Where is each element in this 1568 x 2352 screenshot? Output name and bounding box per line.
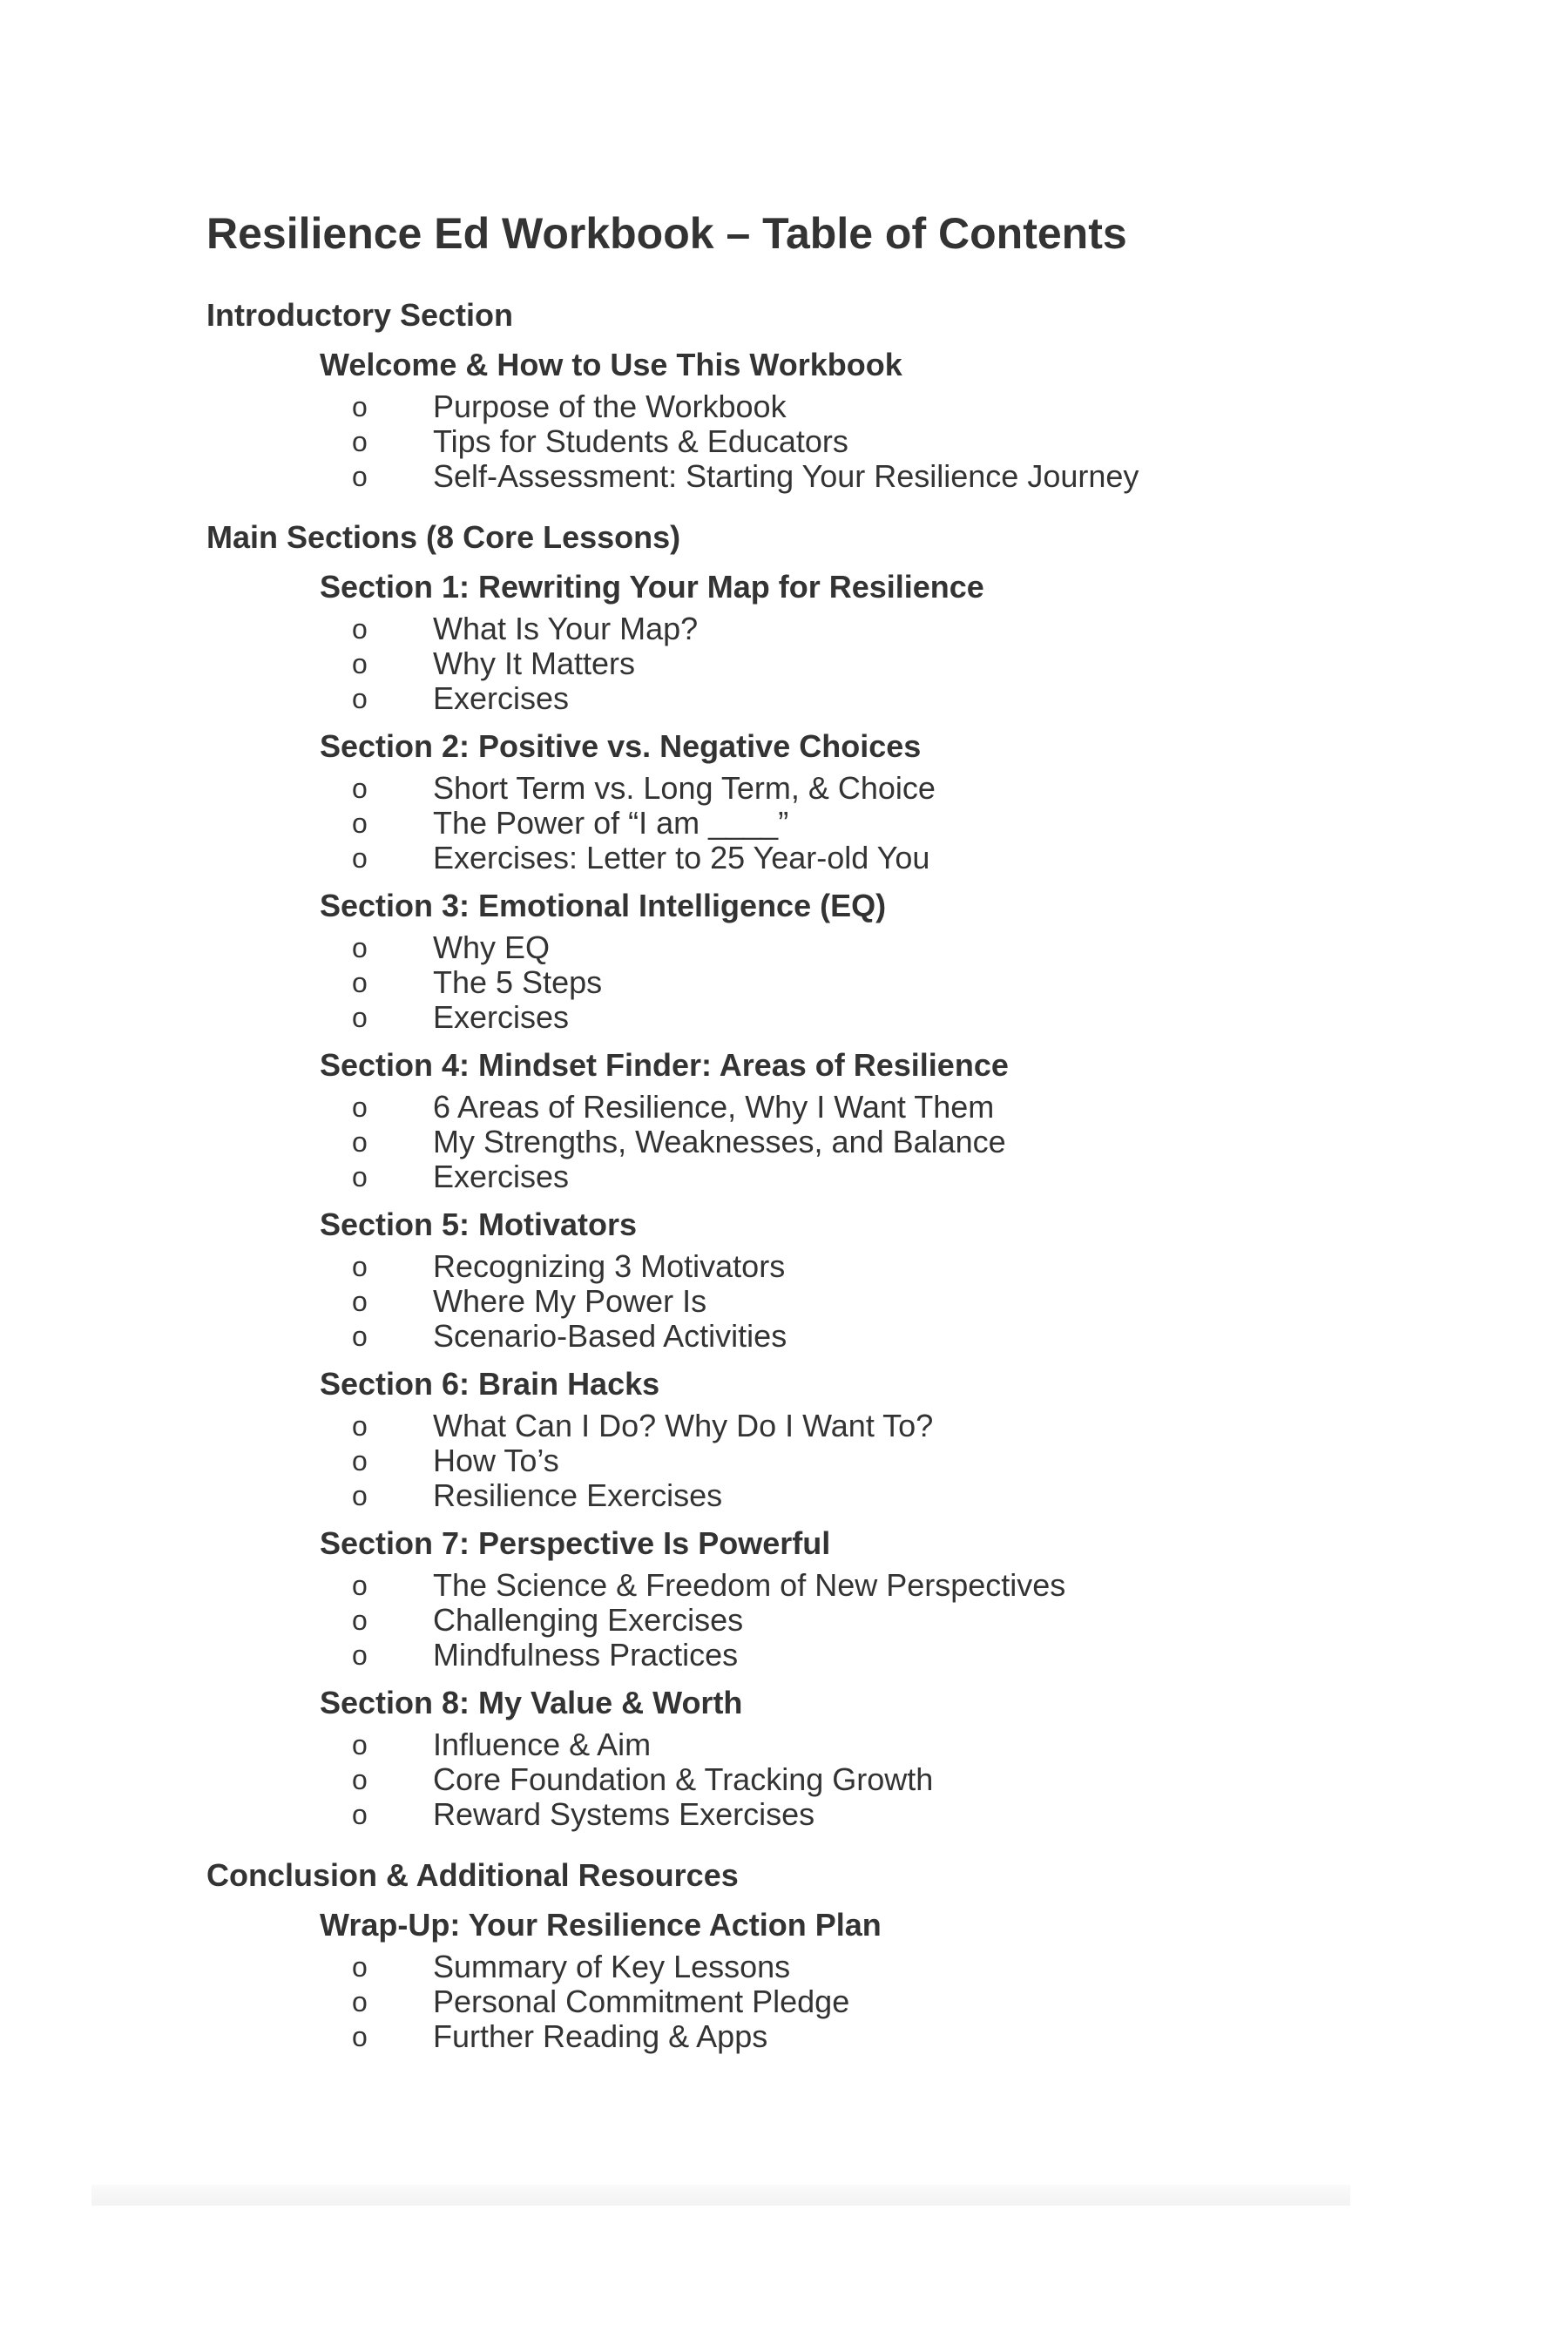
bullet-icon: o (352, 1002, 368, 1033)
list-item-text: Tips for Students & Educators (433, 423, 848, 459)
section-heading: Welcome & How to Use This Workbook (320, 347, 902, 382)
list-item-text: How To’s (433, 1443, 559, 1478)
bullet-icon: o (352, 932, 368, 963)
section-item-list (206, 1409, 1443, 1513)
bullet-icon: o (352, 1126, 368, 1158)
bullet-icon: o (352, 426, 368, 457)
list-item-text: Scenario-Based Activities (433, 1318, 787, 1354)
list-item (206, 1159, 1443, 1194)
list-item-text: The Power of “I am ____” (433, 805, 789, 841)
bullet-icon: o (352, 1321, 368, 1352)
list-item-text: My Strengths, Weaknesses, and Balance (433, 1124, 1006, 1159)
list-item (206, 681, 1443, 716)
list-item-text: Exercises (433, 999, 570, 1035)
toc-section (206, 881, 1443, 1035)
list-item-text: 6 Areas of Resilience, Why I Want Them (433, 1089, 995, 1125)
list-item (206, 1638, 1443, 1673)
section-heading: Section 3: Emotional Intelligence (EQ) (320, 888, 887, 923)
section-item-list (206, 1727, 1443, 1832)
list-item-text: Short Term vs. Long Term, & Choice (433, 770, 936, 806)
bullet-icon: o (352, 1729, 368, 1761)
bullet-icon: o (352, 1799, 368, 1830)
bullet-icon: o (352, 1286, 368, 1317)
list-item-text: The 5 Steps (433, 964, 603, 1000)
list-item-text: Core Foundation & Tracking Growth (433, 1761, 934, 1797)
list-item (206, 612, 1443, 646)
list-item-text: Where My Power Is (433, 1283, 707, 1319)
table-of-contents (206, 291, 1443, 2054)
list-item (206, 1797, 1443, 1832)
section-item-list (206, 930, 1443, 1035)
bullet-icon: o (352, 1092, 368, 1123)
list-item (206, 1409, 1443, 1443)
section-item-list (206, 1249, 1443, 1354)
section-item-list (206, 771, 1443, 875)
section-item-list (206, 612, 1443, 716)
list-item-text: The Science & Freedom of New Perspectives (433, 1567, 1066, 1603)
list-item (206, 1478, 1443, 1513)
toc-section (206, 1200, 1443, 1354)
list-item-text: Purpose of the Workbook (433, 389, 787, 424)
list-item (206, 1284, 1443, 1319)
list-item-text: Exercises: Letter to 25 Year-old You (433, 840, 930, 875)
page-bottom-shadow (91, 2185, 1350, 2206)
list-item (206, 965, 1443, 1000)
list-item (206, 1319, 1443, 1354)
section-heading: Section 7: Perspective Is Powerful (320, 1525, 831, 1561)
list-item (206, 1443, 1443, 1478)
list-item-text: Self-Assessment: Starting Your Resilience Journey (433, 458, 1139, 494)
list-item-text: Exercises (433, 680, 570, 716)
bullet-icon: o (352, 1445, 368, 1477)
bullet-icon: o (352, 613, 368, 645)
list-item (206, 1568, 1443, 1603)
list-item-text: Exercises (433, 1159, 570, 1194)
list-item (206, 841, 1443, 875)
bullet-icon: o (352, 1639, 368, 1671)
bullet-icon: o (352, 1951, 368, 1983)
section-heading: Section 4: Mindset Finder: Areas of Resilience (320, 1047, 1009, 1083)
list-item-text: Why It Matters (433, 645, 636, 681)
bullet-icon: o (352, 2021, 368, 2052)
list-item (206, 1125, 1443, 1159)
list-item (206, 459, 1443, 494)
list-item-text: Recognizing 3 Motivators (433, 1248, 786, 1284)
section-heading: Section 2: Positive vs. Negative Choices (320, 728, 922, 764)
list-item (206, 1984, 1443, 2019)
bullet-icon: o (352, 391, 368, 422)
toc-section (206, 562, 1443, 716)
section-item-list (206, 1950, 1443, 2054)
list-item (206, 389, 1443, 424)
toc-section (206, 340, 1443, 494)
list-item (206, 1603, 1443, 1638)
toc-part (206, 513, 1443, 1832)
bullet-icon: o (352, 773, 368, 804)
bullet-icon: o (352, 1161, 368, 1193)
bullet-icon: o (352, 842, 368, 874)
toc-section (206, 721, 1443, 875)
document-page (206, 202, 1443, 2054)
list-item (206, 424, 1443, 459)
list-item (206, 1950, 1443, 1984)
part-heading: Introductory Section (206, 297, 514, 333)
list-item (206, 930, 1443, 965)
section-heading: Section 6: Brain Hacks (320, 1366, 660, 1402)
list-item-text: Personal Commitment Pledge (433, 1984, 850, 2019)
toc-section (206, 1040, 1443, 1194)
list-item-text: Reward Systems Exercises (433, 1796, 815, 1832)
section-item-list (206, 1568, 1443, 1673)
list-item (206, 2019, 1443, 2054)
list-item (206, 771, 1443, 806)
bullet-icon: o (352, 1986, 368, 2017)
section-item-list (206, 389, 1443, 494)
toc-section (206, 1359, 1443, 1513)
bullet-icon: o (352, 1480, 368, 1511)
toc-part (206, 291, 1443, 494)
bullet-icon: o (352, 967, 368, 998)
bullet-icon: o (352, 1251, 368, 1282)
part-heading: Main Sections (8 Core Lessons) (206, 519, 681, 555)
list-item (206, 646, 1443, 681)
toc-section (206, 1900, 1443, 2054)
bullet-icon: o (352, 1605, 368, 1636)
toc-section (206, 1518, 1443, 1673)
list-item (206, 806, 1443, 841)
document-title: Resilience Ed Workbook – Table of Contents (206, 209, 1127, 258)
section-heading: Section 8: My Value & Worth (320, 1685, 743, 1720)
bullet-icon: o (352, 808, 368, 839)
section-heading: Wrap-Up: Your Resilience Action Plan (320, 1907, 882, 1943)
list-item-text: Mindfulness Practices (433, 1637, 739, 1673)
part-heading: Conclusion & Additional Resources (206, 1857, 739, 1893)
section-heading: Section 5: Motivators (320, 1206, 638, 1242)
toc-part (206, 1851, 1443, 2054)
toc-section (206, 1678, 1443, 1832)
bullet-icon: o (352, 648, 368, 679)
bullet-icon: o (352, 1410, 368, 1442)
list-item (206, 1249, 1443, 1284)
list-item-text: Influence & Aim (433, 1727, 652, 1762)
list-item-text: Summary of Key Lessons (433, 1949, 791, 1984)
list-item-text: What Is Your Map? (433, 611, 699, 646)
bullet-icon: o (352, 1570, 368, 1601)
list-item (206, 1090, 1443, 1125)
list-item (206, 1727, 1443, 1762)
bullet-icon: o (352, 461, 368, 492)
list-item-text: Why EQ (433, 929, 551, 965)
bullet-icon: o (352, 683, 368, 714)
section-heading: Section 1: Rewriting Your Map for Resilience (320, 569, 984, 605)
list-item (206, 1000, 1443, 1035)
list-item-text: Resilience Exercises (433, 1477, 723, 1513)
section-item-list (206, 1090, 1443, 1194)
list-item-text: Challenging Exercises (433, 1602, 744, 1638)
list-item-text: What Can I Do? Why Do I Want To? (433, 1408, 934, 1443)
bullet-icon: o (352, 1764, 368, 1795)
list-item-text: Further Reading & Apps (433, 2018, 768, 2054)
list-item (206, 1762, 1443, 1797)
